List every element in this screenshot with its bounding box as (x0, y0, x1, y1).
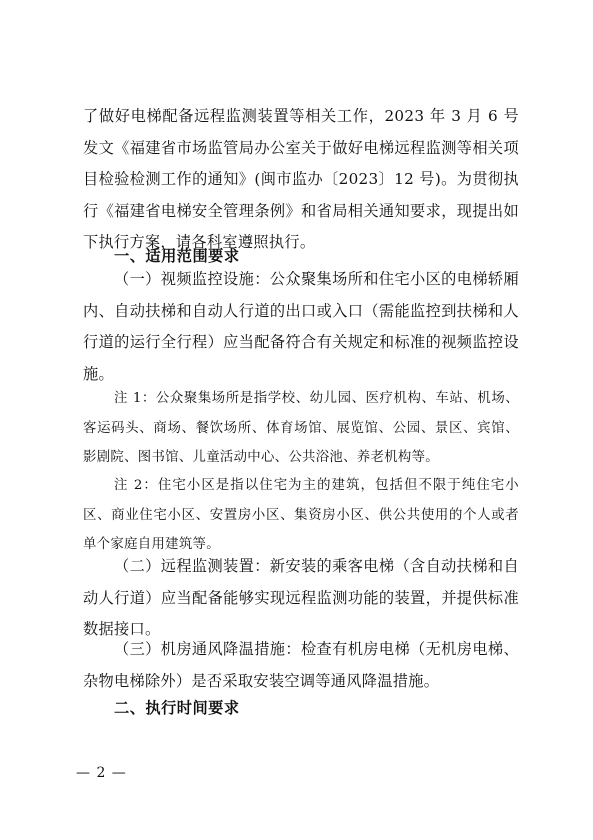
section-heading-scope: 一、适用范围要求 (114, 247, 240, 265)
note-public-places: 注 1：公众聚集场所是指学校、幼儿园、医疗机构、车站、机场、客运码头、商场、餐饮场所、体育场馆、展览馆、公园、景区、宾馆、影剧院、图书馆、儿童活动中心、公共浴池、养老机构等。 (83, 391, 519, 465)
item-video-monitoring: （一）视频监控设施：公众聚集场所和住宅小区的电梯轿厢内、自动扶梯和自动人行道的出口或入口（需能监控到扶梯和人行道的运行全行程）应当配备符合有关规定和标准的视频监控设施。 (83, 270, 519, 383)
section-heading-timing: 二、执行时间要求 (114, 699, 240, 717)
page-number: — 2 — (76, 765, 127, 781)
note-residential-areas: 注 2：住宅小区是指以住宅为主的建筑，包括但不限于纯住宅小区、商业住宅小区、安置房小区、集资房小区、供公共使用的个人或者单个家庭自用建筑等。 (83, 478, 519, 552)
item-machine-room-cooling: （三）机房通风降温措施：检查有机房电梯（无机房电梯、杂物电梯除外）是否采取安装空调等通风降温措施。 (83, 640, 519, 690)
item-remote-monitoring: （二）远程监测装置：新安装的乘客电梯（含自动扶梯和自动人行道）应当配备能够实现远程监测功能的装置，并提供标准数据接口。 (83, 557, 519, 638)
intro-paragraph: 了做好电梯配备远程监测装置等相关工作，2023 年 3 月 6 号发文《福建省市场监管局办公室关于做好电梯远程监测等相关项目检验检测工作的通知》(闽市监办〔2023〕12 号)。为贯彻执行《福建省电梯安全管理条例》和省局相关通知要求，现提出如下执行方案，请各科室遵照执行。 (83, 107, 519, 251)
